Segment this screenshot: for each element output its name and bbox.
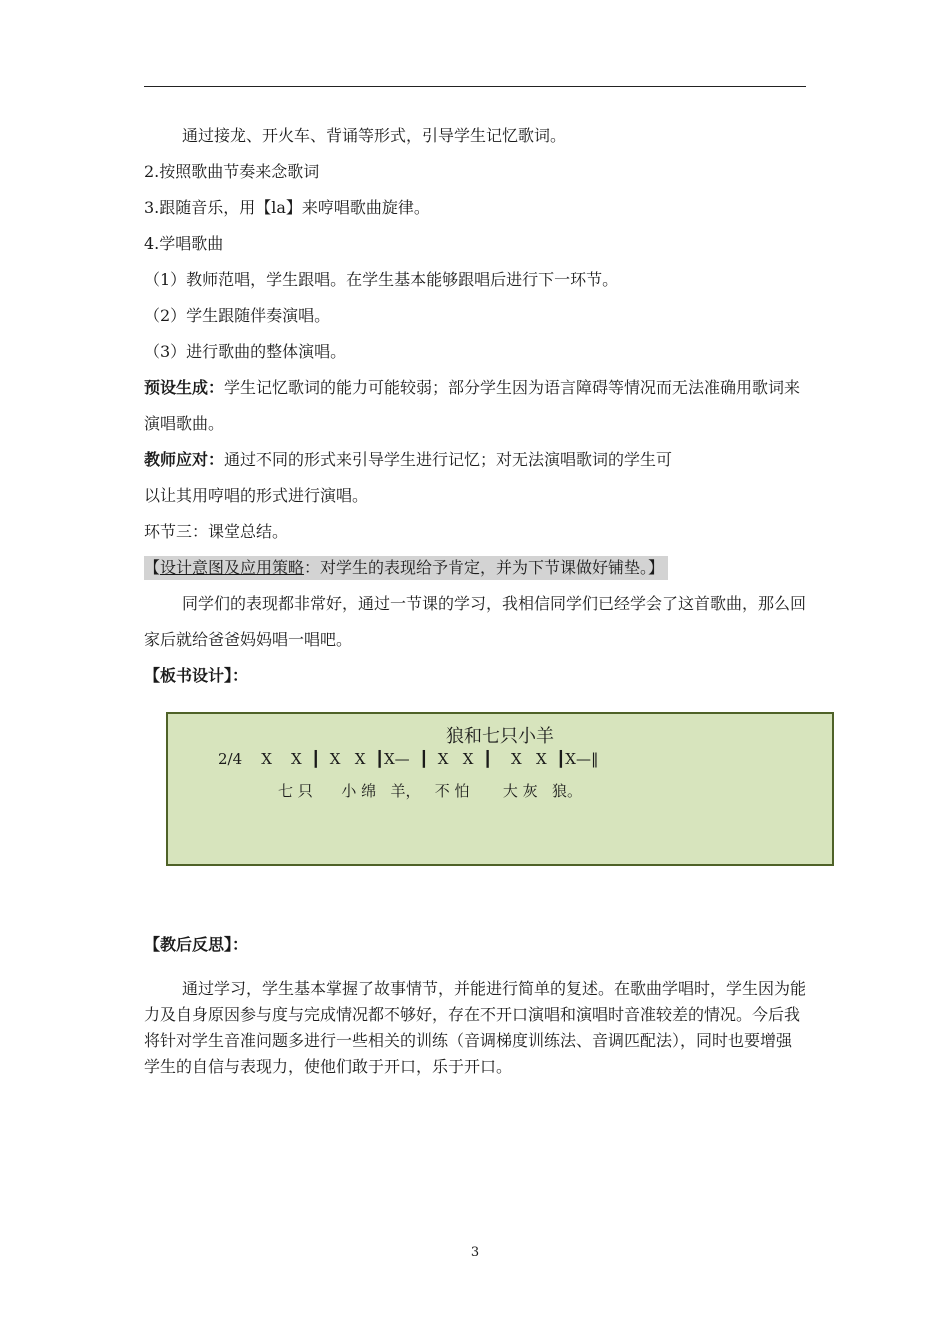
reflection-heading: 【教后反思】： (144, 935, 249, 954)
lesson-body (144, 118, 806, 694)
step-4: 4.学唱歌曲 (144, 234, 224, 253)
substep-3: （3）进行歌曲的整体演唱。 (144, 342, 347, 361)
blackboard-design (166, 712, 834, 866)
page-number: 3 (470, 1245, 480, 1260)
reflection-paragraph: 通过学习，学生基本掌握了故事情节，并能进行简单的复述。在歌曲学唱时，学生因为能力及自身原因参与度与完成情况都不够好，存在不开口演唱和演唱时音准较差的情况。今后我将针对学生音准问题多进行一些相关的训练（音调梯度训练法、音调匹配法），同时也要增强学生的自信与表现力，使他们敢于开口，乐于开口。 (144, 979, 807, 1076)
step-3: 3.跟随音乐，用【la】来哼唱歌曲旋律。 (144, 198, 430, 217)
board-heading: 【板书设计】： (144, 666, 249, 685)
rhythm-notation: 2/4 X X ┃ X X ┃X— ┃ X X ┃ X X ┃X—‖ (218, 750, 599, 768)
teacher-label: 教师应对： (144, 450, 225, 469)
reflection-section (144, 932, 806, 1080)
bracket-open: 【 (144, 558, 161, 577)
step-2: 2.按照歌曲节奏来念歌词 (144, 162, 320, 181)
teacher-text: 通过不同的形式来引导学生进行记忆；对无法演唱歌词的学生可 (224, 450, 673, 469)
design-intent-text: ：对学生的表现给予肯定，并为下节课做好铺垫。】 (304, 558, 665, 577)
preset-paragraph (144, 370, 806, 442)
preset-label: 预设生成： (144, 378, 225, 397)
song-title: 狼和七只小羊 (446, 726, 554, 747)
preset-text: 学生记忆歌词的能力可能较弱；部分学生因为语言障碍等情况而无法准确用歌词来演唱歌曲。 (144, 378, 801, 433)
teacher-line-1 (144, 442, 806, 478)
teacher-line-2: 以让其用哼唱的形式进行演唱。 (144, 486, 369, 505)
song-lyrics: 七 只 小 绵 羊， 不 怕 大 灰 狼。 (278, 782, 582, 800)
design-intent-line (144, 550, 806, 586)
design-intent-label: 设计意图及应用策略 (160, 558, 305, 577)
design-intent-highlight (144, 556, 668, 580)
text-line: 通过接龙、开火车、背诵等形式，引导学生记忆歌词。 (182, 126, 567, 145)
summary-paragraph: 同学们的表现都非常好，通过一节课的学习，我相信同学们已经学会了这首歌曲，那么回家后就给爸爸妈妈唱一唱吧。 (144, 594, 807, 649)
header-rule (144, 86, 806, 87)
substep-2: （2）学生跟随伴奏演唱。 (144, 306, 331, 325)
substep-1: （1）教师范唱，学生跟唱。在学生基本能够跟唱后进行下一环节。 (144, 270, 619, 289)
section-three: 环节三：课堂总结。 (144, 522, 289, 541)
